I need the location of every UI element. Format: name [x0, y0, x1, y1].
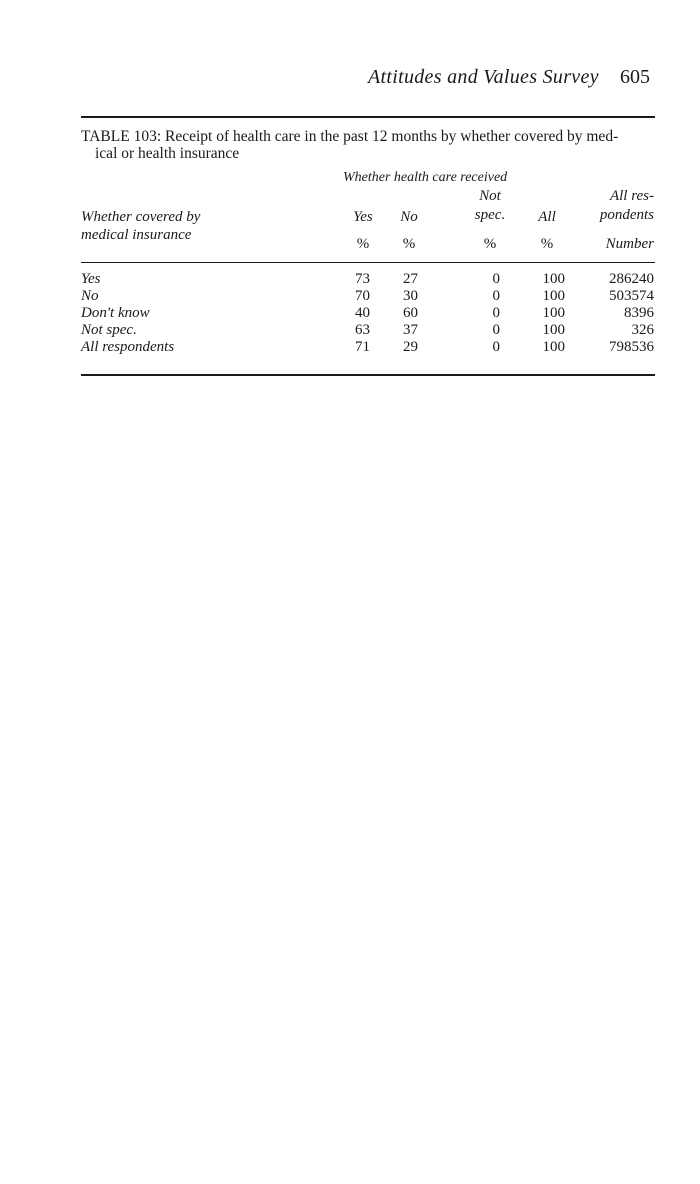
caption-line-1: TABLE 103: Receipt of health care in the past 12 months by whether covered by med-: [81, 128, 619, 145]
row-label: Don't know: [81, 305, 150, 321]
stub-header-line-1: Whether covered by: [81, 209, 201, 225]
col-all-label: All: [538, 209, 556, 225]
cell-number: 503574: [609, 288, 654, 304]
row-label: Not spec.: [81, 322, 137, 338]
cell-all: 100: [542, 322, 565, 338]
row-label: Yes: [81, 271, 101, 287]
cell-no: 30: [403, 288, 418, 304]
col-all-unit: %: [540, 236, 554, 252]
col-yes-unit: %: [356, 236, 370, 252]
col-allresp-label-2: pondents: [599, 207, 654, 223]
page-number: 605: [620, 66, 650, 88]
running-title: Attitudes and Values Survey: [368, 66, 599, 88]
col-notspec-unit: %: [483, 236, 497, 252]
cell-no: 29: [403, 339, 418, 355]
cell-yes: 73: [355, 271, 370, 287]
col-allresp-label-1: All res-: [609, 188, 654, 204]
col-notspec-label-1: Not: [479, 188, 501, 204]
cell-yes: 70: [355, 288, 370, 304]
table-top-rule: [81, 116, 655, 118]
cell-no: 27: [403, 271, 418, 287]
cell-all: 100: [542, 271, 565, 287]
col-no-label: No: [400, 209, 418, 225]
cell-yes: 40: [355, 305, 370, 321]
cell-notspec: 0: [492, 288, 500, 304]
cell-number: 326: [631, 322, 654, 338]
cell-number: 286240: [609, 271, 654, 287]
caption-line-2: ical or health insurance: [95, 145, 240, 162]
col-no-unit: %: [402, 236, 416, 252]
col-yes-label: Yes: [353, 209, 373, 225]
table-caption: [81, 128, 661, 162]
cell-all: 100: [542, 339, 565, 355]
cell-yes: 63: [355, 322, 370, 338]
cell-all: 100: [542, 288, 565, 304]
cell-all: 100: [542, 305, 565, 321]
cell-yes: 71: [355, 339, 370, 355]
spanner-header: Whether health care received: [343, 170, 508, 185]
row-label: No: [81, 288, 99, 304]
cell-no: 37: [403, 322, 418, 338]
cell-notspec: 0: [492, 271, 500, 287]
cell-number: 798536: [609, 339, 654, 355]
cell-no: 60: [403, 305, 418, 321]
cell-notspec: 0: [492, 339, 500, 355]
cell-notspec: 0: [492, 305, 500, 321]
stub-header-line-2: medical insurance: [81, 227, 192, 243]
table-bottom-rule: [81, 374, 655, 376]
cell-notspec: 0: [492, 322, 500, 338]
col-notspec-label-2: spec.: [474, 207, 506, 223]
header-rule: [81, 262, 655, 263]
col-allresp-unit: Number: [605, 236, 654, 252]
cell-number: 8396: [624, 305, 654, 321]
row-label: All respondents: [81, 339, 175, 355]
